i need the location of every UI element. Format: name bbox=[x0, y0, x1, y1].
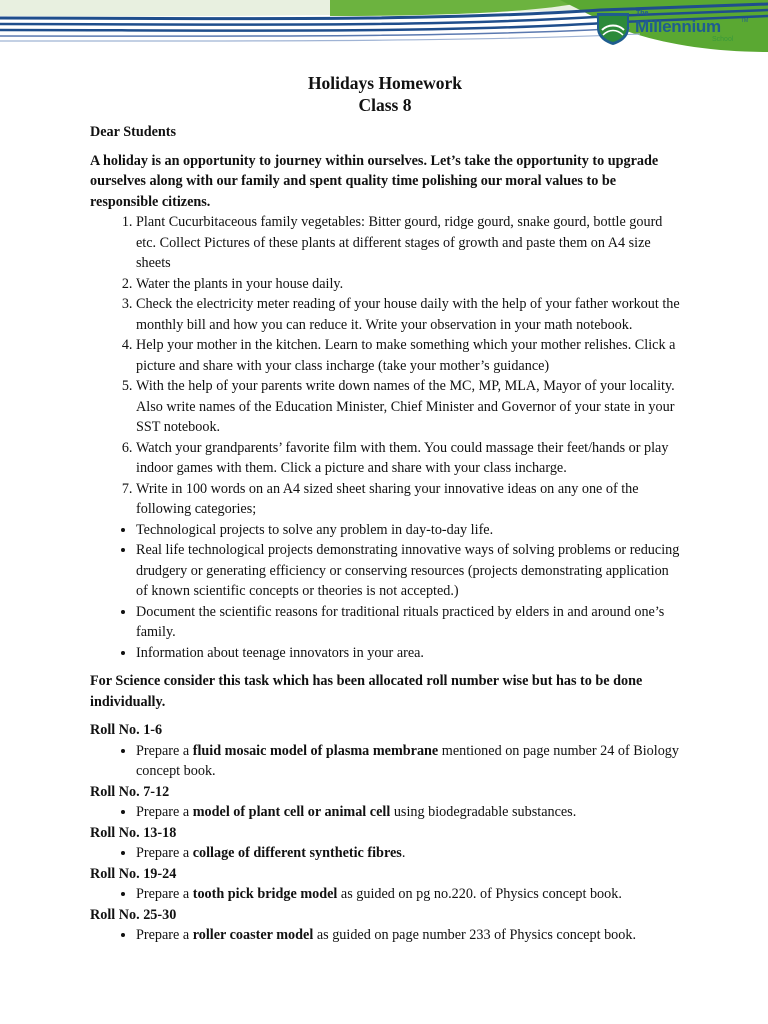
roll-task-text: Prepare a bbox=[136, 845, 193, 861]
list-item: 1. Plant Cucurbitaceous family vegetables: Bitter gourd, ridge gourd, snake gourd, bottle gourd etc. Collect Pictures of these plants at different stages of growth and paste them on A4 size sheets bbox=[136, 212, 680, 274]
roll-task-text: Prepare a bbox=[136, 804, 193, 820]
roll-task-list bbox=[90, 741, 680, 782]
roll-task-model: roller coaster model bbox=[192, 927, 314, 943]
roll-task bbox=[136, 843, 680, 864]
roll-task-text: as guided on pg no.220. of Physics concept book. bbox=[337, 886, 622, 902]
doc-subtitle: Class 8 bbox=[358, 95, 412, 115]
roll-task bbox=[136, 741, 680, 782]
roll-task-list bbox=[90, 925, 680, 946]
list-item: 3. Check the electricity meter reading of your house daily with the help of your father workout the monthly bill and how you can reduce it. Write your observation in your math notebook. bbox=[136, 294, 680, 335]
greeting: Dear Students bbox=[90, 124, 177, 140]
document-body bbox=[90, 72, 680, 946]
list-item: 6. Watch your grandparents’ favorite film with them. You could massage their feet/hands or play indoor games with them. Click a picture and share with your class incharge. bbox=[136, 438, 680, 479]
roll-task-text: Prepare a bbox=[136, 886, 193, 902]
logo-name: Millennium bbox=[635, 17, 721, 36]
roll-task-text: as guided on page number 233 of Physics concept book. bbox=[313, 927, 636, 943]
roll-task-list bbox=[90, 802, 680, 823]
list-item: • Document the scientific reasons for traditional rituals practiced by elders in and around one’s family. bbox=[136, 602, 680, 643]
roll-task-model: model of plant cell or animal cell bbox=[192, 804, 391, 820]
list-item: 2. Water the plants in your house daily. bbox=[136, 274, 680, 295]
roll-label: Roll No. 19-24 bbox=[90, 865, 177, 882]
roll-task-text: . bbox=[401, 845, 406, 861]
roll-task-text: Prepare a bbox=[136, 742, 193, 759]
school-logo bbox=[592, 8, 752, 48]
task-list bbox=[90, 212, 680, 520]
logo-school: School bbox=[712, 36, 734, 43]
shield-icon bbox=[594, 10, 632, 46]
logo-the: The bbox=[636, 10, 649, 17]
header-banner bbox=[0, 0, 768, 60]
roll-task-text: using biodegradable substances. bbox=[390, 804, 577, 820]
doc-title: Holidays Homework bbox=[307, 73, 463, 93]
roll-task bbox=[136, 802, 680, 823]
science-intro: For Science consider this task which has been allocated roll number wise but has to be done individually. bbox=[90, 673, 643, 710]
roll-task-model: collage of different synthetic fibres bbox=[192, 845, 402, 861]
roll-task bbox=[136, 884, 680, 905]
roll-task-model: fluid mosaic model of plasma membrane bbox=[192, 742, 439, 759]
roll-task-model: tooth pick bridge model bbox=[192, 886, 338, 902]
intro-paragraph: A holiday is an opportunity to journey within ourselves. Let’s take the opportunity to upgrade ourselves along with our family and spent quality time polishing our moral values to be responsible citizens. bbox=[90, 152, 659, 210]
logo-tm: TM bbox=[741, 18, 749, 24]
list-item: • Technological projects to solve any problem in day-to-day life. bbox=[136, 520, 680, 541]
list-item: • Real life technological projects demonstrating innovative ways of solving problems or reducing drudgery or generating efficiency or conserving resources (projects demonstrating application of known scientific concepts or theories is not accepted.) bbox=[136, 540, 680, 602]
roll-task-text: Prepare a bbox=[136, 927, 193, 943]
list-item: 4. Help your mother in the kitchen. Learn to make something which your mother relishes. Click a picture and share with your class incharge (take your mother’s guidance) bbox=[136, 335, 680, 376]
roll-task-text: mentioned on page number 24 of Biology concept book. bbox=[136, 742, 679, 779]
roll-label: Roll No. 13-18 bbox=[90, 824, 177, 841]
roll-label: Roll No. 25-30 bbox=[90, 906, 177, 923]
roll-task-list bbox=[90, 884, 680, 905]
roll-task bbox=[136, 925, 680, 946]
category-list bbox=[90, 520, 680, 664]
roll-label: Roll No. 7-12 bbox=[90, 783, 170, 800]
list-item: • Information about teenage innovators in your area. bbox=[136, 643, 680, 664]
roll-label: Roll No. 1-6 bbox=[90, 722, 163, 738]
roll-section bbox=[90, 720, 680, 946]
list-item: 5. With the help of your parents write down names of the MC, MP, MLA, Mayor of your locality. Also write names of the Education Minister, Chief Minister and Governor of your state in your SST notebook. bbox=[136, 376, 680, 438]
list-item: 7. Write in 100 words on an A4 sized sheet sharing your innovative ideas on any one of the following categories; bbox=[136, 479, 680, 520]
roll-task-list bbox=[90, 843, 680, 864]
